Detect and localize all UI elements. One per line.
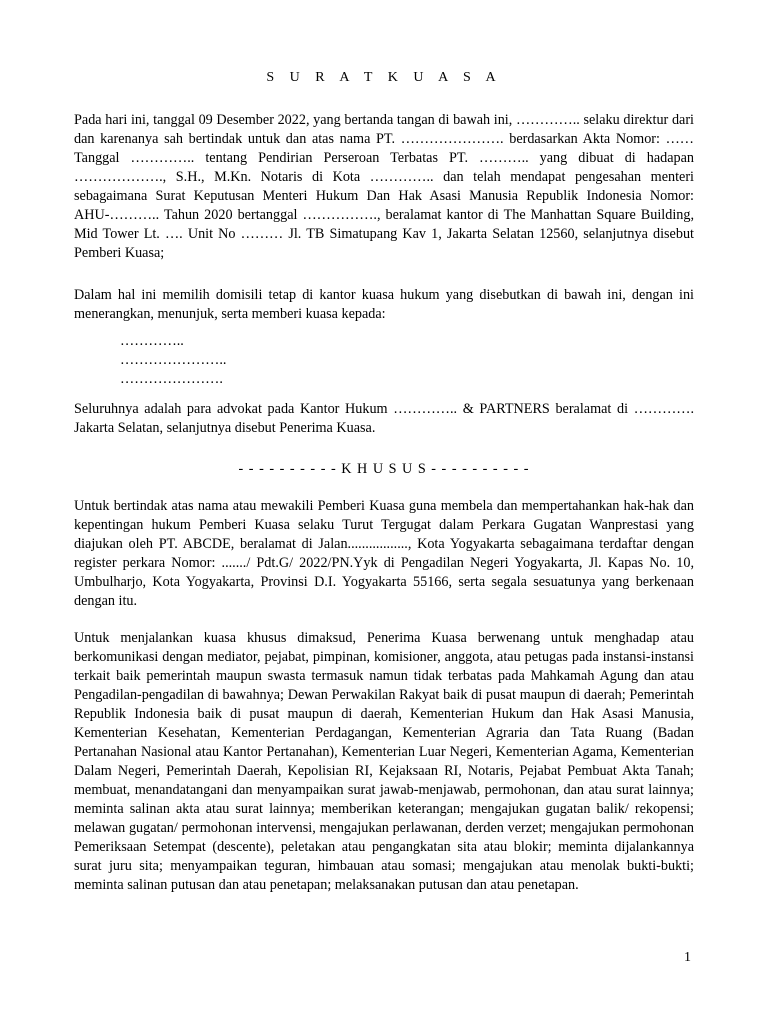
- page-number: 1: [684, 950, 691, 965]
- recipient-item: …………………..: [120, 352, 227, 368]
- recipient-item: …………..: [120, 333, 184, 349]
- paragraph-pemberi-kuasa: Pada hari ini, tanggal 09 Desember 2022, yang bertanda tangan di bawah ini, ………….. selaku direktur dari dan karenanya sah bertindak untuk dan atas nama PT. …………………. berdasarkan Akta Nomor: …… Tanggal ………….. tentang Pendirian Perseroan Terbatas PT. ……….. yang dibuat di hadapan ………………., S.H., M.Kn. Notaris di Kota ………….. dan telah mendapat pengesahan menteri sebagaimana Surat Keputusan Menteri Hukum Dan Hak Asasi Manusia Republik Indonesia Nomor: AHU-……….. Tahun 2020 bertanggal ……………., beralamat kantor di The Manhattan Square Building, Mid Tower Lt. …. Unit No ……… Jl. TB Simatupang Kav 1, Jakarta Selatan 12560, selanjutnya disebut Pemberi Kuasa;: [74, 112, 694, 261]
- paragraph-perkara: Untuk bertindak atas nama atau mewakili Pemberi Kuasa guna membela dan mempertahankan hak-hak dan kepentingan hukum Pemberi Kuasa selaku Turut Tergugat dalam Perkara Gugatan Wanprestasi yang diajukan oleh PT. ABCDE, beralamat di Jalan................., Kota Yogyakarta sebagaimana terdaftar dengan register perkara Nomor: ......./ Pdt.G/ 2022/PN.Yyk di Pengadilan Negeri Yogyakarta, Jl. Kapas No. 10, Umbulharjo, Kota Yogyakarta, Provinsi D.I. Yogyakarta 55166, serta segala sesuatunya yang berkenaan dengan itu.: [74, 498, 694, 609]
- paragraph-domisili: Dalam hal ini memilih domisili tetap di kantor kuasa hukum yang disebutkan di bawah ini, dengan ini menerangkan, menunjuk, serta memberi kuasa kepada:: [74, 287, 694, 322]
- recipient-list: [120, 332, 420, 389]
- section-divider-khusus: - - - - - - - - - - K H U S U S - - - - - - - - - -: [238, 461, 530, 477]
- recipient-item: ………………….: [120, 371, 223, 387]
- paragraph-penerima-kuasa: Seluruhnya adalah para advokat pada Kantor Hukum ………….. & PARTNERS beralamat di …………. Jakarta Selatan, selanjutnya disebut Penerima Kuasa.: [74, 401, 694, 436]
- paragraph-wewenang: Untuk menjalankan kuasa khusus dimaksud, Penerima Kuasa berwenang untuk menghadap atau berkomunikasi dengan mediator, pejabat, pimpinan, komisioner, anggota, atau petugas pada instansi-instansi terkait baik pemerintah maupun swasta termasuk namun tidak terbatas pada Mahkamah Agung dan atau Pengadilan-pengadilan di bawahnya; Dewan Perwakilan Rakyat baik di pusat maupun di daerah; Pemerintah Republik Indonesia baik di pusat maupun di daerah, Kementerian Hukum dan Hak Asasi Manusia, Kementerian Kesehatan, Kementerian Perdagangan, Kementerian Agraria dan Tata Ruang (Badan Pertanahan Nasional atau Kantor Pertanahan), Kementerian Luar Negeri, Kementerian Agama, Kementerian Dalam Negeri, Pemerintah Daerah, Kepolisian RI, Kejaksaan RI, Notaris, Pejabat Pembuat Akta Tanah; membuat, menandatangani dan menyampaikan surat jawab-menjawab, permohonan, dan atau surat lainnya; meminta salinan akta atau surat lainnya; memberikan keterangan; mengajukan gugatan balik/ rekopensi; melawan gugatan/ permohonan intervensi, mengajukan perlawanan, derden verzet; mengajukan permohonan Pemeriksaan Setempat (descente), peletakan atau pengangkatan sita atau blokir; meminta dijalankannya surat juru sita; menyampaikan teguran, himbauan atau somasi; mengajukan atau menolak bukti-bukti; meminta salinan putusan dan atau penetapan; melaksanakan putusan dan atau penetapan.: [74, 630, 694, 893]
- document-title: S U R A T K U A S A: [266, 70, 502, 85]
